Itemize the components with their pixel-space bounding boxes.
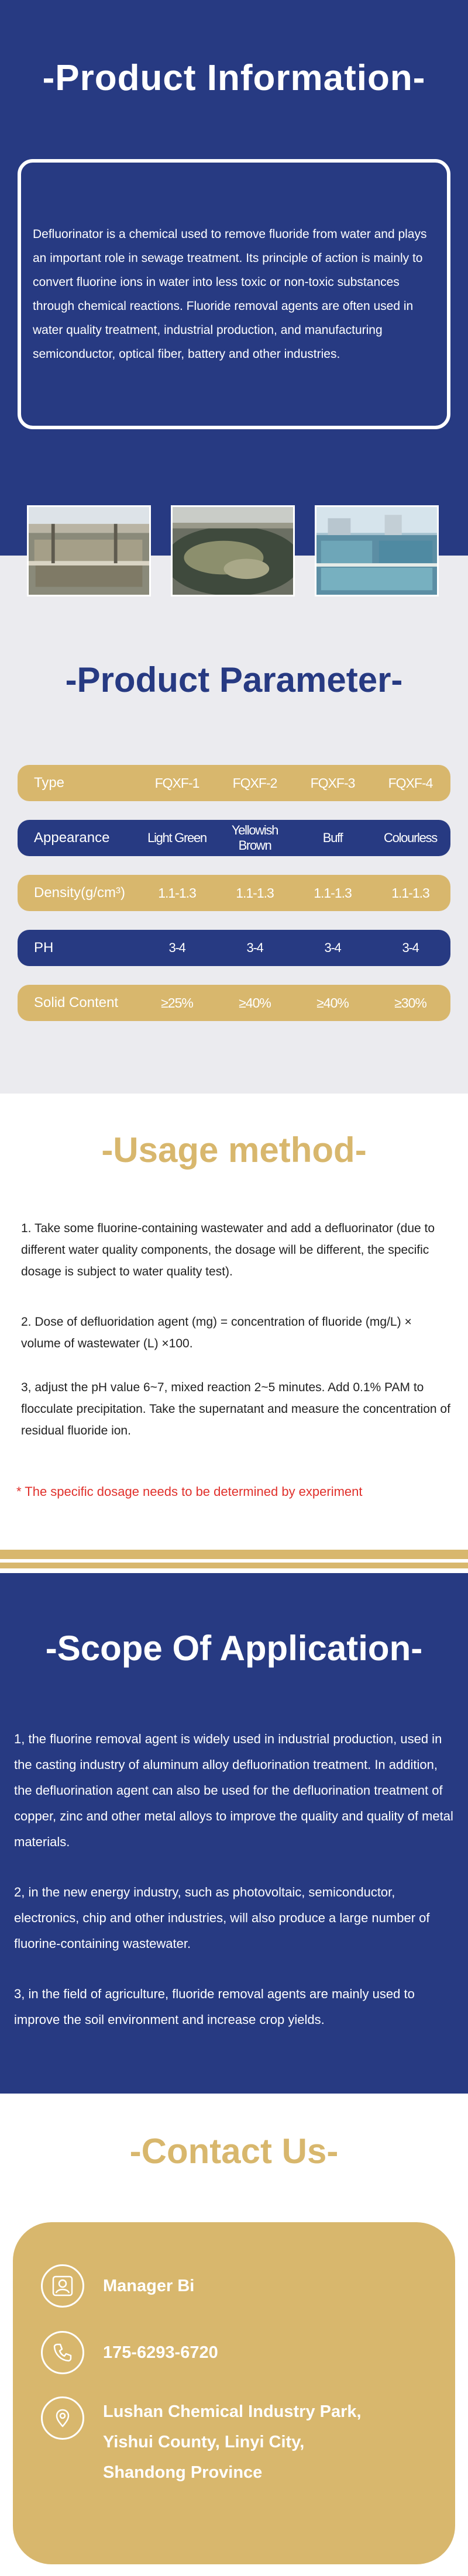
- param-cell: ≥30%: [394, 995, 426, 1011]
- param-cell: 1.1-1.3: [391, 885, 429, 901]
- param-row-appearance: [18, 820, 450, 856]
- param-cell: 1.1-1.3: [158, 885, 196, 901]
- contact-title: -Contact Us-: [129, 2132, 339, 2171]
- param-cell: 3-4: [246, 940, 263, 955]
- param-cell: FQXF-4: [388, 775, 433, 791]
- scope-of-application-section: [0, 1573, 468, 2094]
- product-parameter-section: [0, 643, 468, 1094]
- param-cell: Yellowish Brown: [231, 823, 278, 853]
- param-row-type: [18, 765, 450, 801]
- param-row-density: [18, 875, 450, 911]
- phone-icon: [41, 2331, 84, 2374]
- photo-treatment-plant: [315, 505, 439, 596]
- param-cell: ≥40%: [239, 995, 271, 1011]
- param-cell: FQXF-3: [310, 775, 355, 791]
- product-description-text: Defluorinator is a chemical used to remove fluoride from water and plays an important role in sewage treatment. Its principle of action is mainly to convert fluorine ions in water into less toxic or non-toxic substances through chemical reactions. Fluoride removal agents are often used in water quality treatment, industrial production, and manufacturing semiconductor, optical fiber, battery and other industries.: [33, 227, 427, 361]
- param-cell: Colourless: [384, 830, 437, 845]
- param-cell: ≥40%: [316, 995, 349, 1011]
- address-line: Lushan Chemical Industry Park,: [103, 2402, 362, 2421]
- location-icon: [41, 2396, 84, 2440]
- param-cell: 3-4: [168, 940, 185, 955]
- address-line: Shandong Province: [103, 2463, 263, 2482]
- photo-sediment-basin: [171, 505, 295, 596]
- param-label: Solid Content: [34, 995, 119, 1011]
- scope-paragraph-3: 3, in the field of agriculture, fluoride removal agents are mainly used to improve the soil environment and increase crop yields.: [14, 1987, 415, 2027]
- product-description-box: [18, 159, 450, 429]
- contact-phone-link[interactable]: 175-6293-6720: [103, 2343, 218, 2362]
- usage-method-section: [0, 1094, 468, 1550]
- param-row-solid-content: [18, 985, 450, 1021]
- contact-card: [13, 2222, 455, 2564]
- dosage-note: * The specific dosage needs to be determined by experiment: [16, 1484, 363, 1499]
- contact-address-row: [41, 2396, 362, 2488]
- usage-step-2: 2. Dose of defluoridation agent (mg) = concentration of fluoride (mg/L) × volume of wastewater (L) ×100.: [21, 1315, 412, 1350]
- divider-stripe: [0, 1563, 468, 1568]
- address-line: Yishui County, Linyi City,: [103, 2433, 305, 2451]
- param-cell: Buff: [322, 830, 343, 845]
- param-cell: FQXF-2: [232, 775, 277, 791]
- photo-treatment-tanks: [27, 505, 151, 596]
- divider-stripe: [0, 1550, 468, 1559]
- product-parameter-title: -Product Parameter-: [65, 660, 403, 699]
- scope-title: -Scope Of Application-: [45, 1629, 423, 1668]
- contact-name: Manager Bi: [103, 2277, 195, 2295]
- person-icon: [41, 2264, 84, 2308]
- contact-address: [103, 2396, 362, 2488]
- usage-step-1: 1. Take some fluorine-containing wastewater and add a defluorinator (due to different water quality components, the dosage will be different, the specific dosage is subject to water quality test).: [21, 1222, 435, 1278]
- product-information-title: -Product Information-: [42, 58, 426, 98]
- param-cell: FQXF-1: [154, 775, 199, 791]
- contact-phone-row: [41, 2331, 218, 2374]
- param-cell: 3-4: [324, 940, 341, 955]
- product-information-section: [0, 0, 468, 643]
- param-label: PH: [34, 940, 54, 956]
- usage-step-3: 3, adjust the pH value 6~7, mixed reaction 2~5 minutes. Add 0.1% PAM to flocculate precipitation. Take the supernatant and measure the concentration of residual fluoride ion.: [21, 1381, 450, 1437]
- scope-paragraph-1: 1, the fluorine removal agent is widely used in industrial production, used in the casting industry of aluminum alloy defluorination treatment. In addition, the defluorination agent can also be used for the defluorination treatment of copper, zinc and other metal alloys to improve the quality and quality of metal materials.: [14, 1732, 453, 1849]
- contact-us-section: [0, 2094, 468, 2576]
- param-cell: 1.1-1.3: [236, 885, 274, 901]
- param-cell: Light Green: [147, 830, 207, 845]
- param-label: Density(g/cm³): [34, 885, 126, 901]
- usage-method-title: -Usage method-: [101, 1130, 367, 1170]
- param-cell: 1.1-1.3: [314, 885, 352, 901]
- param-label: Type: [34, 775, 65, 791]
- contact-name-row: [41, 2264, 194, 2308]
- param-cell: 3-4: [402, 940, 419, 955]
- param-cell: ≥25%: [161, 995, 193, 1011]
- param-row-ph: [18, 930, 450, 966]
- scope-paragraph-2: 2, in the new energy industry, such as photovoltaic, semiconductor, electronics, chip and other industries, will also produce a large number of fluorine-containing wastewater.: [14, 1885, 430, 1951]
- param-label: Appearance: [34, 830, 110, 846]
